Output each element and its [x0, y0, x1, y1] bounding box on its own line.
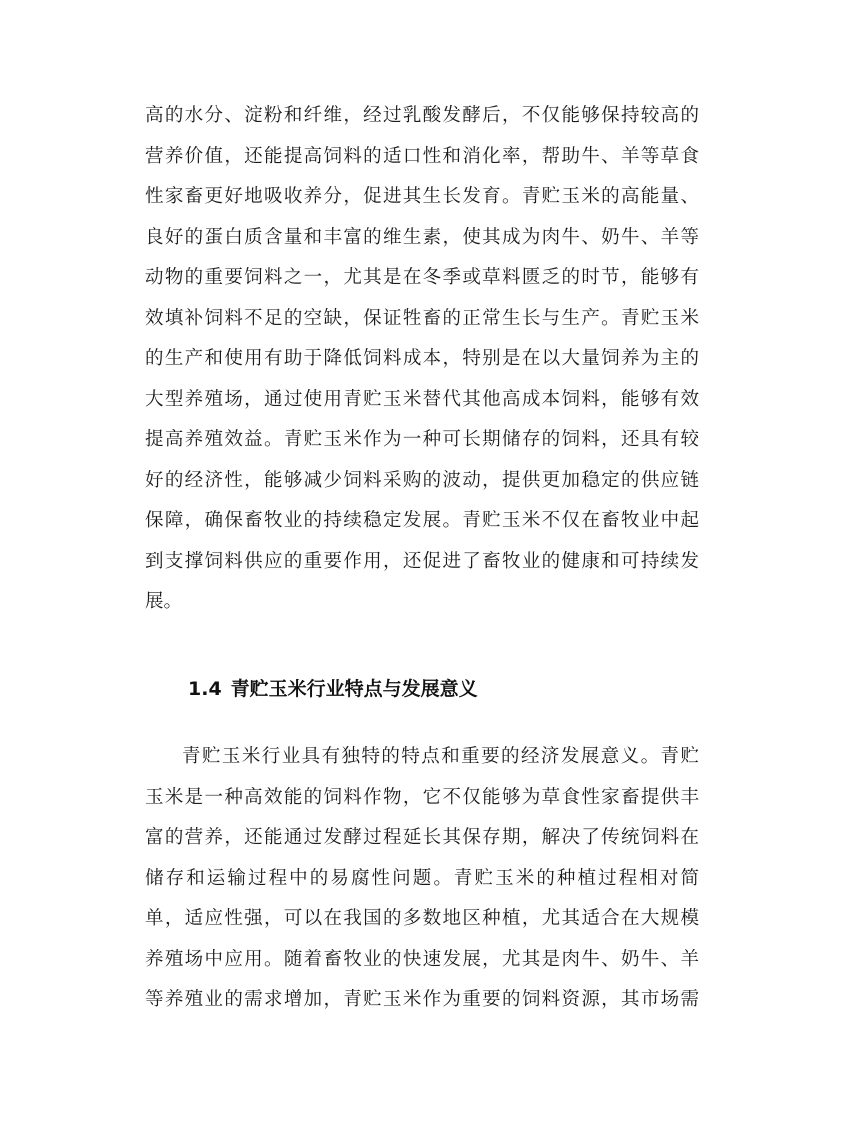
- text-line: 好的经济性，能够减少饲料采购的波动，提供更加稳定的供应链: [145, 469, 699, 491]
- text-line: 储存和运输过程中的易腐性问题。青贮玉米的种植过程相对简: [145, 867, 699, 889]
- section-heading: [188, 672, 478, 706]
- text-line: 养殖场中应用。随着畜牧业的快速发展，尤其是肉牛、奶牛、羊: [145, 948, 699, 970]
- text-line: 展。: [145, 591, 183, 612]
- section-number: 1.4: [188, 678, 222, 700]
- paragraph-1: [145, 96, 699, 623]
- text-line: 到支撑饲料供应的重要作用，还促进了畜牧业的健康和可持续发: [145, 550, 699, 572]
- text-line: 玉米是一种高效能的饲料作物，它不仅能够为草食性家畜提供丰: [145, 786, 699, 808]
- text-line: 的生产和使用有助于降低饲料成本，特别是在以大量饲养为主的: [145, 348, 699, 369]
- text-line: 效填补饲料不足的空缺，保证牲畜的正常生长与生产。青贮玉米: [145, 307, 699, 329]
- text-line: 富的营养，还能通过发酵过程延长其保存期，解决了传统饲料在: [145, 827, 699, 848]
- paragraph-2: [145, 737, 699, 1021]
- text-line: 性家畜更好地吸收养分，促进其生长发育。青贮玉米的高能量、: [145, 186, 699, 207]
- text-line: 单，适应性强，可以在我国的多数地区种植，尤其适合在大规模: [145, 908, 699, 929]
- text-line: 营养价值，还能提高饲料的适口性和消化率，帮助牛、羊等草食: [145, 145, 699, 167]
- text-line: 良好的蛋白质含量和丰富的维生素，使其成为肉牛、奶牛、羊等: [145, 226, 699, 248]
- text-line: 保障，确保畜牧业的持续稳定发展。青贮玉米不仅在畜牧业中起: [145, 510, 699, 531]
- text-line: 高的水分、淀粉和纤维，经过乳酸发酵后，不仅能够保持较高的: [145, 105, 699, 126]
- text-line: 提高养殖效益。青贮玉米作为一种可长期储存的饲料，还具有较: [145, 429, 699, 450]
- text-line: 大型养殖场，通过使用青贮玉米替代其他高成本饲料，能够有效: [145, 388, 699, 410]
- text-line: 等养殖业的需求增加，青贮玉米作为重要的饲料资源，其市场需: [145, 989, 699, 1010]
- text-line: 青贮玉米行业具有独特的特点和重要的经济发展意义。青贮: [182, 746, 699, 767]
- section-title: 青贮玉米行业特点与发展意义: [230, 678, 478, 700]
- text-line: 动物的重要饲料之一，尤其是在冬季或草料匮乏的时节，能够有: [145, 267, 699, 288]
